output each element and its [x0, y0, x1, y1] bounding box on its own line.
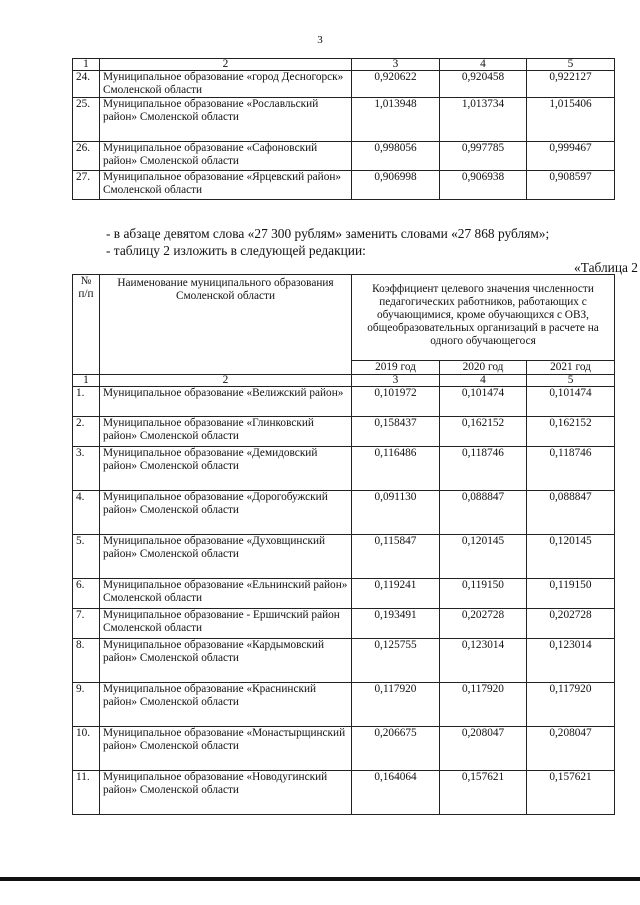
value-2019: 0,115847 [352, 535, 440, 579]
table-caption: «Таблица 2 [574, 260, 638, 275]
value-2019: 0,101972 [352, 387, 440, 417]
value-2020: 0,906938 [440, 171, 527, 200]
table-row [73, 579, 615, 609]
row-number: 25. [73, 98, 100, 142]
index-cell: 1 [73, 59, 100, 71]
value-2021: 0,162152 [527, 417, 615, 447]
row-number: 7. [73, 609, 100, 639]
value-2020: 0,088847 [440, 491, 527, 535]
value-2021: 0,908597 [527, 171, 615, 200]
table-row [73, 639, 615, 683]
value-2021: 0,123014 [527, 639, 615, 683]
row-number: 10. [73, 727, 100, 771]
row-number: 8. [73, 639, 100, 683]
value-2020: 0,119150 [440, 579, 527, 609]
index-cell: 2 [100, 375, 352, 387]
row-number: 27. [73, 171, 100, 200]
value-2021: 0,202728 [527, 609, 615, 639]
value-2021: 0,120145 [527, 535, 615, 579]
value-2021: 0,118746 [527, 447, 615, 491]
value-2019: 0,164064 [352, 771, 440, 815]
row-number: 24. [73, 71, 100, 98]
table-row [73, 447, 615, 491]
value-2019: 0,158437 [352, 417, 440, 447]
value-2020: 0,101474 [440, 387, 527, 417]
table-header-row [73, 275, 615, 361]
value-2019: 0,193491 [352, 609, 440, 639]
municipality-name: Муниципальное образование «Дорогобужский район» Смоленской области [100, 491, 352, 535]
index-cell: 4 [440, 59, 527, 71]
table-index-row [73, 375, 615, 387]
coefficient-table-2 [72, 274, 615, 815]
index-cell: 2 [100, 59, 352, 71]
value-2021: 1,015406 [527, 98, 615, 142]
value-2019: 0,906998 [352, 171, 440, 200]
row-number: 26. [73, 142, 100, 171]
value-2019: 0,920622 [352, 71, 440, 98]
year-header: 2021 год [527, 361, 615, 375]
value-2021: 0,119150 [527, 579, 615, 609]
municipality-name: Муниципальное образование «Демидовский район» Смоленской области [100, 447, 352, 491]
table-row [73, 387, 615, 417]
municipality-name: Муниципальное образование «Кардымовский район» Смоленской области [100, 639, 352, 683]
value-2020: 0,202728 [440, 609, 527, 639]
page-number: 3 [317, 34, 323, 46]
amendment-paragraph: - в абзаце девятом слова «27 300 рублям» заменить словами «27 868 рублям»; [106, 226, 550, 241]
value-2020: 0,920458 [440, 71, 527, 98]
row-number: 3. [73, 447, 100, 491]
municipality-name: Муниципальное образование «Рославльский район» Смоленской области [100, 98, 352, 142]
value-2020: 0,997785 [440, 142, 527, 171]
municipality-name: Муниципальное образование «Велижский район» [100, 387, 352, 417]
value-2020: 0,162152 [440, 417, 527, 447]
value-2019: 0,125755 [352, 639, 440, 683]
value-2021: 0,922127 [527, 71, 615, 98]
value-2020: 0,208047 [440, 727, 527, 771]
value-2020: 0,117920 [440, 683, 527, 727]
year-header: 2020 год [440, 361, 527, 375]
row-number: 4. [73, 491, 100, 535]
value-2021: 0,101474 [527, 387, 615, 417]
municipality-name: Муниципальное образование «Сафоновский район» Смоленской области [100, 142, 352, 171]
municipality-name: Муниципальное образование «Духовщинский район» Смоленской области [100, 535, 352, 579]
value-2020: 0,118746 [440, 447, 527, 491]
column-header-coefficient: Коэффициент целевого значения численности педагогических работников, работающих с обучающимися, кроме обучающихся с ОВЗ, общеобразовательных организаций в расчете на одного обучающегося [352, 275, 615, 361]
index-cell: 4 [440, 375, 527, 387]
value-2019: 0,117920 [352, 683, 440, 727]
column-header-name: Наименование муниципального образования Смоленской области [100, 275, 352, 375]
row-number: 11. [73, 771, 100, 815]
municipality-name: Муниципальное образование «Ярцевский район» Смоленской области [100, 171, 352, 200]
table-row [73, 71, 615, 98]
coefficient-table-continued [72, 58, 615, 200]
table-row [73, 771, 615, 815]
municipality-name: Муниципальное образование «Ельнинский район» Смоленской области [100, 579, 352, 609]
value-2019: 0,998056 [352, 142, 440, 171]
index-cell: 5 [527, 375, 615, 387]
index-cell: 3 [352, 375, 440, 387]
bottom-border-line [0, 877, 640, 881]
index-cell: 1 [73, 375, 100, 387]
table-row [73, 417, 615, 447]
year-header: 2019 год [352, 361, 440, 375]
table-row [73, 683, 615, 727]
index-cell: 3 [352, 59, 440, 71]
value-2021: 0,157621 [527, 771, 615, 815]
value-2019: 1,013948 [352, 98, 440, 142]
value-2021: 0,117920 [527, 683, 615, 727]
row-number: 9. [73, 683, 100, 727]
amendment-paragraph: - таблицу 2 изложить в следующей редакции: [106, 243, 366, 258]
column-header-number: № п/п [73, 275, 100, 375]
table-row [73, 535, 615, 579]
municipality-name: Муниципальное образование «Глинковский район» Смоленской области [100, 417, 352, 447]
table-row [73, 727, 615, 771]
table-row [73, 491, 615, 535]
value-2021: 0,208047 [527, 727, 615, 771]
row-number: 1. [73, 387, 100, 417]
table-row [73, 142, 615, 171]
index-cell: 5 [527, 59, 615, 71]
value-2020: 0,157621 [440, 771, 527, 815]
row-number: 2. [73, 417, 100, 447]
municipality-name: Муниципальное образование «Монастырщинский район» Смоленской области [100, 727, 352, 771]
table-row [73, 98, 615, 142]
row-number: 6. [73, 579, 100, 609]
table-row [73, 609, 615, 639]
value-2020: 1,013734 [440, 98, 527, 142]
municipality-name: Муниципальное образование «Новодугинский район» Смоленской области [100, 771, 352, 815]
value-2020: 0,123014 [440, 639, 527, 683]
value-2019: 0,091130 [352, 491, 440, 535]
value-2021: 0,088847 [527, 491, 615, 535]
value-2019: 0,119241 [352, 579, 440, 609]
municipality-name: Муниципальное образование «город Десногорск» Смоленской области [100, 71, 352, 98]
value-2019: 0,116486 [352, 447, 440, 491]
table-index-row [73, 59, 615, 71]
municipality-name: Муниципальное образование «Краснинский район» Смоленской области [100, 683, 352, 727]
value-2020: 0,120145 [440, 535, 527, 579]
table-row [73, 171, 615, 200]
value-2021: 0,999467 [527, 142, 615, 171]
row-number: 5. [73, 535, 100, 579]
municipality-name: Муниципальное образование - Ершичский район Смоленской области [100, 609, 352, 639]
value-2019: 0,206675 [352, 727, 440, 771]
